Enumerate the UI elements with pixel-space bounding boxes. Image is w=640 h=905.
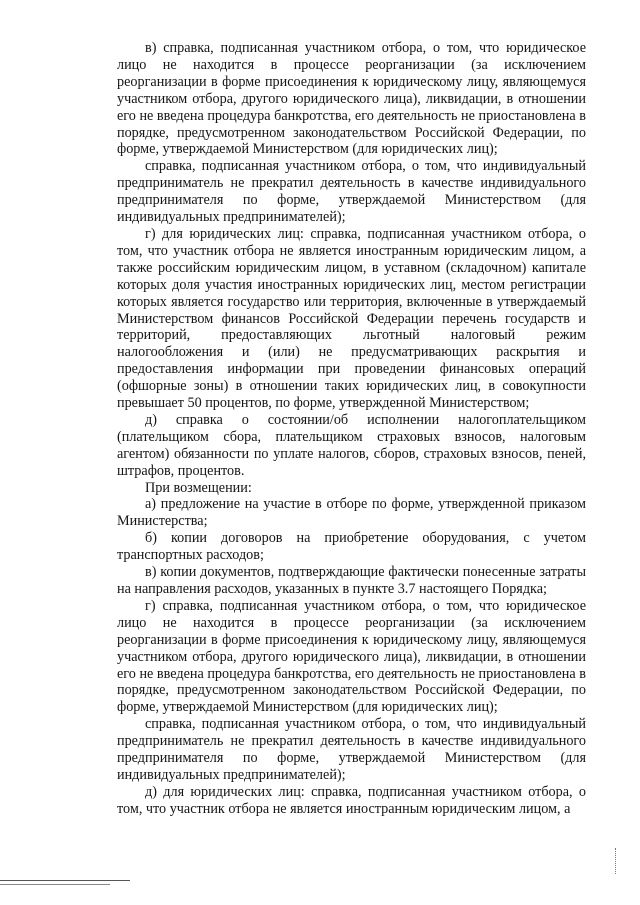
section-heading-reimbursement: При возмещении: — [145, 479, 252, 496]
scan-artifact-mark — [615, 848, 622, 874]
paragraph-item-g-foreign-entity: г) для юридических лиц: справка, подписанная участником отбора, о том, что участник отбора не является иностранным юридическим лицом, а также российским юридическим лицом, в уставном (складочном) капитале которых доля участия иностранных юридических лиц, местом регистрации которых является государство или территория, включенные в утверждаемый Министерством финансов Российской Федерации перечень государств и территорий, предоставляющих льготный налоговый режим налогообложения и (или) не предусматривающих раскрытия и предоставления информации при проведении финансовых операций (офшорные зоны) в отношении таких юридических лиц, в совокупности превышает 50 процентов, по форме, утвержденной Министерством; — [117, 225, 586, 412]
paragraph-item-g-reorganization: г) справка, подписанная участником отбора, о том, что юридическое лицо не находится в процессе реорганизации (за исключением реорганизации в форме присоединения к юридическому лицу, являющемуся участником отбора, другого юридического лица), ликвидации, в отношении его не введена процедура банкротства, его деятельность не приостановлена в порядке, предусмотренном законодательством Российской Федерации, по форме, утверждаемой Министерством (для юридических лиц); — [117, 597, 586, 716]
paragraph-item-b-contracts: б) копии договоров на приобретение оборудования, с учетом транспортных расходов; — [117, 530, 586, 564]
paragraph-ip-activity: справка, подписанная участником отбора, о том, что индивидуальный предприниматель не прекратил деятельность в качестве индивидуального предпринимателя по форме, утверждаемой Министерством (для индивидуальных предпринимателей); — [117, 158, 586, 226]
footer-divider-secondary — [0, 884, 110, 885]
paragraph-item-d-foreign-entity: д) для юридических лиц: справка, подписанная участником отбора, о том, что участник отбора не является иностранным юридическим лицом, а — [117, 783, 586, 817]
paragraph-item-d-tax-status: д) справка о состоянии/об исполнении налогоплательщиком (плательщиком сбора, плательщиком страховых взносов, налоговым агентом) обязанности по уплате налогов, сборов, страховых взносов, пеней, штрафов, процентов. — [117, 411, 586, 479]
paragraph-item-v-reorganization: в) справка, подписанная участником отбора, о том, что юридическое лицо не находится в процессе реорганизации (за исключением реорганизации в форме присоединения к юридическому лицу, являющемуся участником отбора, другого юридического лица), ликвидации, в отношении его не введена процедура банкротства, его деятельность не приостановлена в порядке, предусмотренном законодательством Российской Федерации, по форме, утверждаемой Министерством (для юридических лиц); — [117, 40, 586, 158]
paragraph-item-a-proposal: а) предложение на участие в отборе по форме, утвержденной приказом Министерства; — [117, 496, 586, 530]
footer-divider — [0, 880, 130, 881]
paragraph-item-v-expense-docs: в) копии документов, подтверждающие фактически понесенные затраты на направления расходов, указанных в пункте 3.7 настоящего Порядка; — [117, 564, 586, 597]
paragraph-ip-activity-2: справка, подписанная участником отбора, о том, что индивидуальный предприниматель не прекратил деятельность в качестве индивидуального предпринимателя по форме, утверждаемой Министерством (для индивидуальных предпринимателей); — [117, 716, 586, 783]
